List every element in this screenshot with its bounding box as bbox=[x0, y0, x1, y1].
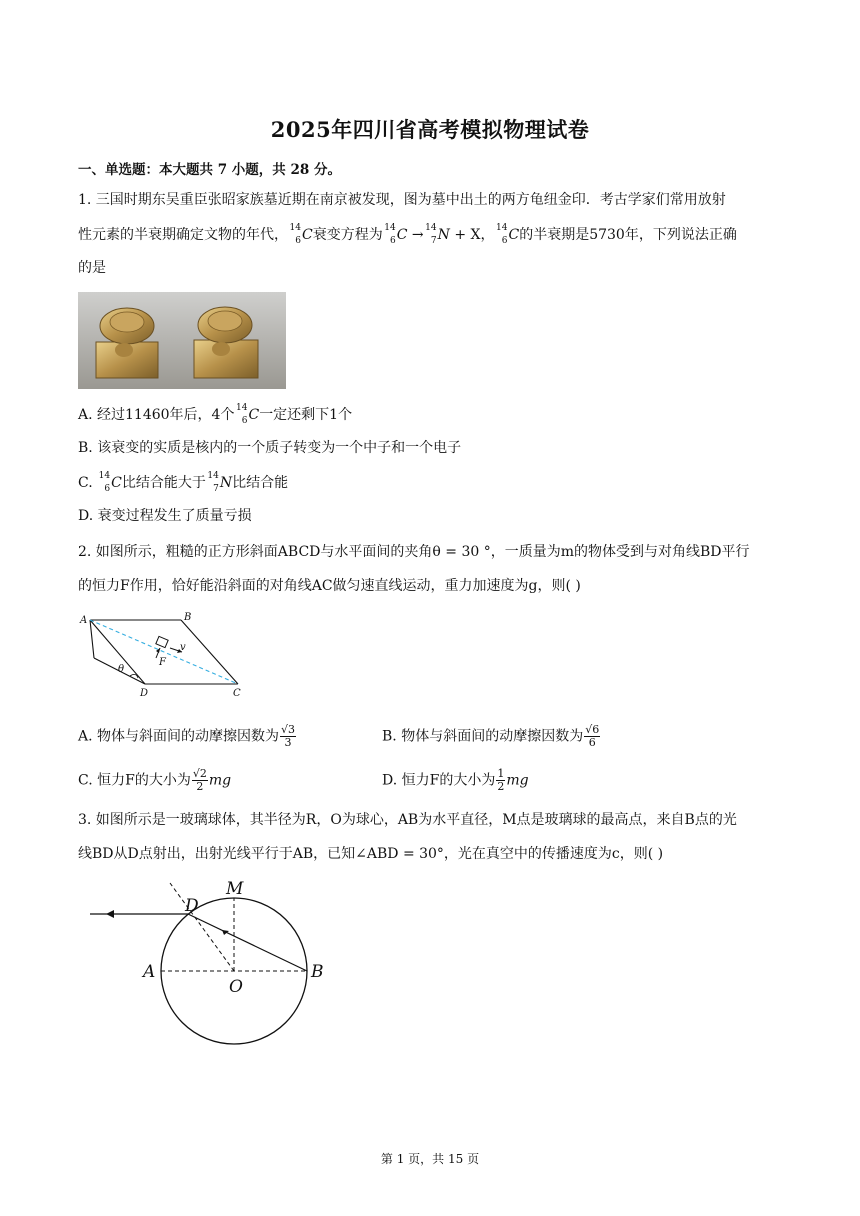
fig2-label-theta: θ bbox=[118, 664, 125, 675]
fig3-label-a: A bbox=[143, 962, 156, 982]
glass-sphere-diagram bbox=[88, 878, 336, 1050]
nuclide-c14: 14 6 bbox=[496, 223, 508, 246]
nuclide-c14: 14 6 bbox=[384, 223, 396, 246]
nuclide-c14: 14 6 bbox=[98, 471, 111, 494]
fig3-label-d: D bbox=[185, 896, 199, 916]
fraction: $\frac{√3}{3}$ bbox=[281, 723, 296, 749]
q3-line2: 线BD从D点射出，出射光线平行于AB，已知∠ABD = 30°，光在真空中的传播速度为c，则( ) bbox=[78, 846, 664, 862]
inclined-plane-diagram bbox=[78, 612, 248, 702]
fig3-label-o: O bbox=[229, 977, 243, 997]
fig3-label-m: M bbox=[226, 879, 244, 899]
fraction: $\frac{1}{2}$ bbox=[497, 767, 505, 793]
nuclide-n14: 14 7 bbox=[425, 223, 437, 246]
q1-option-c[interactable]: C. 14 6 C比结合能大于 14 7 N比结合能 bbox=[78, 471, 289, 494]
q1-line2: 性元素的半衰期确定文物的年代， 14 6 C衰变方程为 14 6 C → 14 7 N + X， 14 6 C的半衰期是5730年，下列说法正确 bbox=[78, 223, 737, 246]
q2-option-a[interactable]: A. 物体与斜面间的动摩擦因数为 $\frac{√3}{3}$ bbox=[78, 723, 296, 749]
nuclide-c14: 14 6 bbox=[236, 403, 248, 426]
fig2-label-b: B bbox=[184, 612, 192, 623]
q1-option-b[interactable]: B. 该衰变的实质是核内的一个质子转变为一个中子和一个电子 bbox=[78, 440, 462, 456]
fraction: $\frac{√6}{6}$ bbox=[585, 723, 600, 749]
q2-option-c[interactable]: C. 恒力F的大小为 $\frac{√2}{2}$ mg bbox=[78, 767, 232, 793]
q1-line1: 1. 三国时期东吴重臣张昭家族墓近期在南京被发现，图为墓中出土的两方龟纽金印．考古学家们常用放射 bbox=[78, 192, 726, 208]
q1-text-a: 性元素的半衰期确定文物的年代， bbox=[78, 227, 288, 243]
q3-line1: 3. 如图所示是一玻璃球体，其半径为R，O为球心，AB为水平直径，M点是玻璃球的最高点，来自B点的光 bbox=[78, 812, 737, 828]
fig3-label-b: B bbox=[311, 962, 324, 982]
page-footer: 第 1 页，共 15 页 bbox=[380, 1152, 480, 1166]
q1-option-d[interactable]: D. 衰变过程发生了质量亏损 bbox=[78, 508, 252, 524]
fig2-label-f: F bbox=[159, 657, 166, 668]
nuclide-n14: 14 7 bbox=[207, 471, 219, 494]
q2-option-d[interactable]: D. 恒力F的大小为 $\frac{1}{2}$ mg bbox=[382, 767, 529, 793]
nuclide-c14: 14 6 bbox=[289, 223, 301, 246]
q1-line3: 的是 bbox=[78, 260, 106, 276]
section-heading: 一、单选题：本大题共 7 小题，共 28 分。 bbox=[78, 162, 341, 178]
page-title: 2025年四川省高考模拟物理试卷 bbox=[270, 117, 590, 142]
fig2-label-a: A bbox=[80, 615, 88, 626]
fig2-label-v: v bbox=[180, 642, 186, 653]
fraction: $\frac{√2}{2}$ bbox=[192, 767, 207, 793]
fig2-label-d: D bbox=[140, 688, 149, 699]
q1-option-a[interactable]: A. 经过11460年后，4个 14 6 C一定还剩下1个 bbox=[78, 403, 353, 426]
q2-line2: 的恒力F作用，恰好能沿斜面的对角线AC做匀速直线运动，重力加速度为g，则( ) bbox=[78, 578, 581, 594]
q2-line1: 2. 如图所示，粗糙的正方形斜面ABCD与水平面间的夹角θ = 30 °，一质量为m的物体受到与对角线BD平行 bbox=[78, 544, 750, 560]
gold-seals-photo bbox=[78, 292, 286, 389]
fig2-label-c: C bbox=[233, 688, 241, 699]
q2-option-b[interactable]: B. 物体与斜面间的动摩擦因数为 $\frac{√6}{6}$ bbox=[382, 723, 600, 749]
